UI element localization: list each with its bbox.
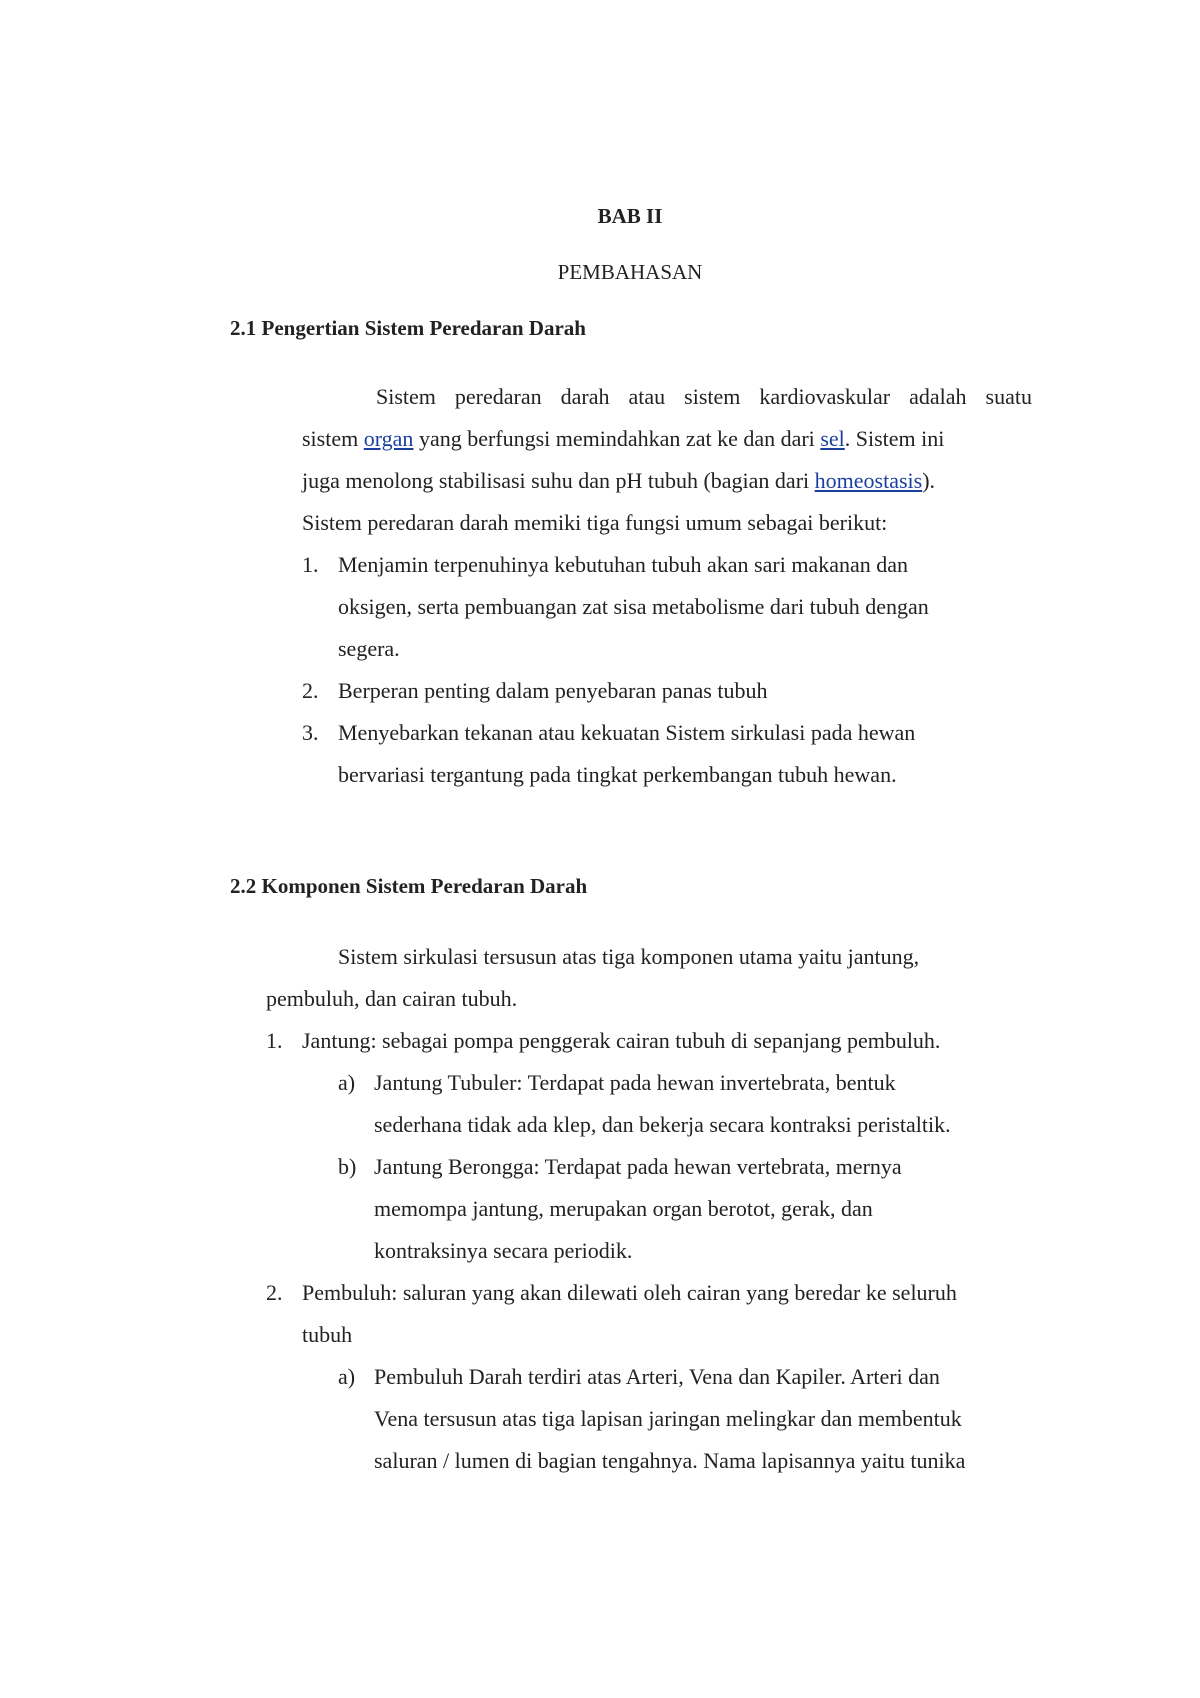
section-heading-2-2: 2.2 Komponen Sistem Peredaran Darah <box>230 874 588 898</box>
list-item-number: 1. <box>266 1028 283 1053</box>
sublist-item-text: saluran / lumen di bagian tengahnya. Nama lapisannya yaitu tunika <box>374 1448 966 1473</box>
list-item-text: tubuh <box>302 1322 353 1347</box>
sublist-item-text: Pembuluh Darah terdiri atas Arteri, Vena dan Kapiler. Arteri dan <box>374 1364 940 1389</box>
paragraph-2-2-line-1: Sistem sirkulasi tersusun atas tiga komponen utama yaitu jantung, <box>338 944 920 969</box>
list-item-text: bervariasi tergantung pada tingkat perkembangan tubuh hewan. <box>338 762 897 787</box>
chapter-number: BAB II <box>597 204 663 228</box>
paragraph-2-1-line-3: juga menolong stabilisasi suhu dan pH tubuh (bagian dari homeostasis). <box>302 468 936 493</box>
list-item-text: Menyebarkan tekanan atau kekuatan Sistem sirkulasi pada hewan <box>338 720 916 745</box>
list-item-text: oksigen, serta pembuangan zat sisa metabolisme dari tubuh dengan <box>338 594 929 619</box>
list-item-number: 2. <box>302 678 319 703</box>
paragraph-2-1-line-1: Sistem peredaran darah atau sistem kardiovaskular adalah suatu <box>376 384 1032 409</box>
chapter-title: PEMBAHASAN <box>557 260 703 284</box>
paragraph-2-2-line-2: pembuluh, dan cairan tubuh. <box>266 986 518 1011</box>
sublist-item-text: Jantung Tubuler: Terdapat pada hewan invertebrata, bentuk <box>374 1070 896 1095</box>
list-item-text: Berperan penting dalam penyebaran panas tubuh <box>338 678 768 703</box>
paragraph-2-1-line-2: sistem organ yang berfungsi memindahkan zat ke dan dari sel. Sistem ini <box>302 426 945 451</box>
list-item-text: Pembuluh: saluran yang akan dilewati oleh cairan yang beredar ke seluruh <box>302 1280 957 1305</box>
link-homeostasis[interactable]: homeostasis <box>814 468 923 493</box>
paragraph-2-1-line-4: Sistem peredaran darah memiki tiga fungsi umum sebagai berikut: <box>302 510 888 535</box>
link-organ[interactable]: organ <box>363 426 414 451</box>
list-item-text: Jantung: sebagai pompa penggerak cairan tubuh di sepanjang pembuluh. <box>302 1028 941 1053</box>
list-item-number: 2. <box>266 1280 283 1305</box>
section-heading-2-1: 2.1 Pengertian Sistem Peredaran Darah <box>230 316 586 340</box>
sublist-item-text: Jantung Berongga: Terdapat pada hewan vertebrata, mernya <box>374 1154 902 1179</box>
sublist-item-text: kontraksinya secara periodik. <box>374 1238 633 1263</box>
list-item-text: Menjamin terpenuhinya kebutuhan tubuh akan sari makanan dan <box>338 552 908 577</box>
link-sel[interactable]: sel <box>820 426 845 451</box>
sublist-item-text: Vena tersusun atas tiga lapisan jaringan melingkar dan membentuk <box>374 1406 962 1431</box>
sublist-item-letter: a) <box>338 1070 356 1095</box>
sublist-item-text: memompa jantung, merupakan organ berotot, gerak, dan <box>374 1196 873 1221</box>
sublist-item-letter: a) <box>338 1364 356 1389</box>
list-item-number: 3. <box>302 720 319 745</box>
list-item-number: 1. <box>302 552 319 577</box>
sublist-item-text: sederhana tidak ada klep, dan bekerja secara kontraksi peristaltik. <box>374 1112 951 1137</box>
list-item-text: segera. <box>338 636 400 661</box>
sublist-item-letter: b) <box>338 1154 357 1179</box>
